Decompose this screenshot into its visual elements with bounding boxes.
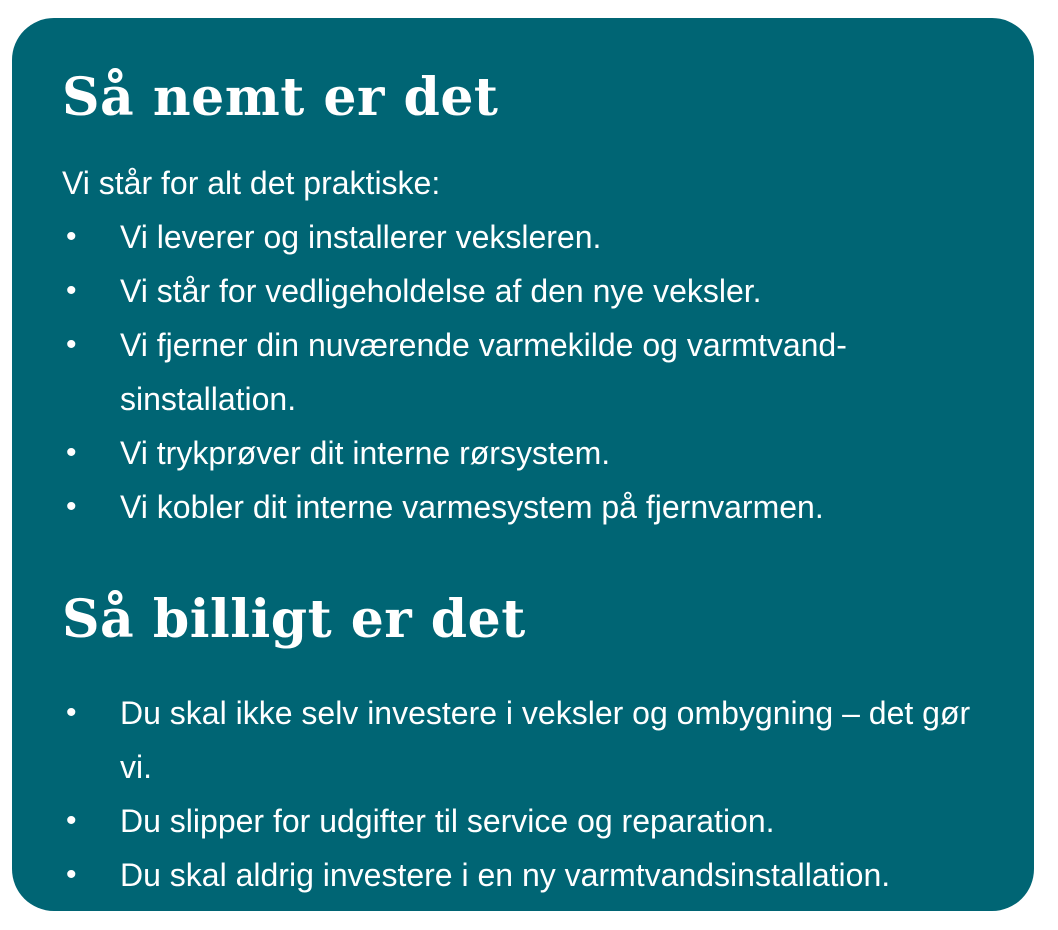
bullet-icon: • <box>66 696 77 729</box>
list-item <box>62 480 994 534</box>
list-item-text: Du skal aldrig investere i en ny varmtvandsinstallation. <box>120 857 891 893</box>
list-item <box>62 686 994 794</box>
list-item <box>62 210 994 264</box>
list-item-text: Du skal ikke selv investere i veksler og ombygning – det gør vi. <box>120 695 971 785</box>
list-item <box>62 794 994 848</box>
bullet-icon: • <box>66 858 77 891</box>
list-item <box>62 264 994 318</box>
list-item-text: Vi står for vedligeholdelse af den nye veksler. <box>120 273 762 309</box>
list-item-text: Vi leverer og installerer veksleren. <box>120 219 602 255</box>
bullet-icon: • <box>66 220 77 253</box>
bullet-icon: • <box>66 490 77 523</box>
list-item <box>62 426 994 480</box>
bullet-icon: • <box>66 328 77 361</box>
bullet-icon: • <box>66 274 77 307</box>
list-item <box>62 848 994 902</box>
list-item-text: Vi fjerner din nuværende varmekilde og varmtvandsinstallation. <box>120 327 847 417</box>
list-item-text: Du slipper for udgifter til service og reparation. <box>120 803 775 839</box>
list-item-text: Vi kobler dit interne varmesystem på fjernvarmen. <box>120 489 824 525</box>
savings-list <box>62 686 994 902</box>
list-item-text: Vi trykprøver dit interne rørsystem. <box>120 435 611 471</box>
practical-list <box>62 210 994 534</box>
section-heading-cheap: Så billigt er det <box>62 589 526 650</box>
section-heading-easy: Så nemt er det <box>62 67 499 128</box>
list-item <box>62 318 994 426</box>
intro-text: Vi står for alt det praktiske: <box>62 165 441 201</box>
info-card <box>12 18 1034 911</box>
bullet-icon: • <box>66 436 77 469</box>
bullet-icon: • <box>66 804 77 837</box>
